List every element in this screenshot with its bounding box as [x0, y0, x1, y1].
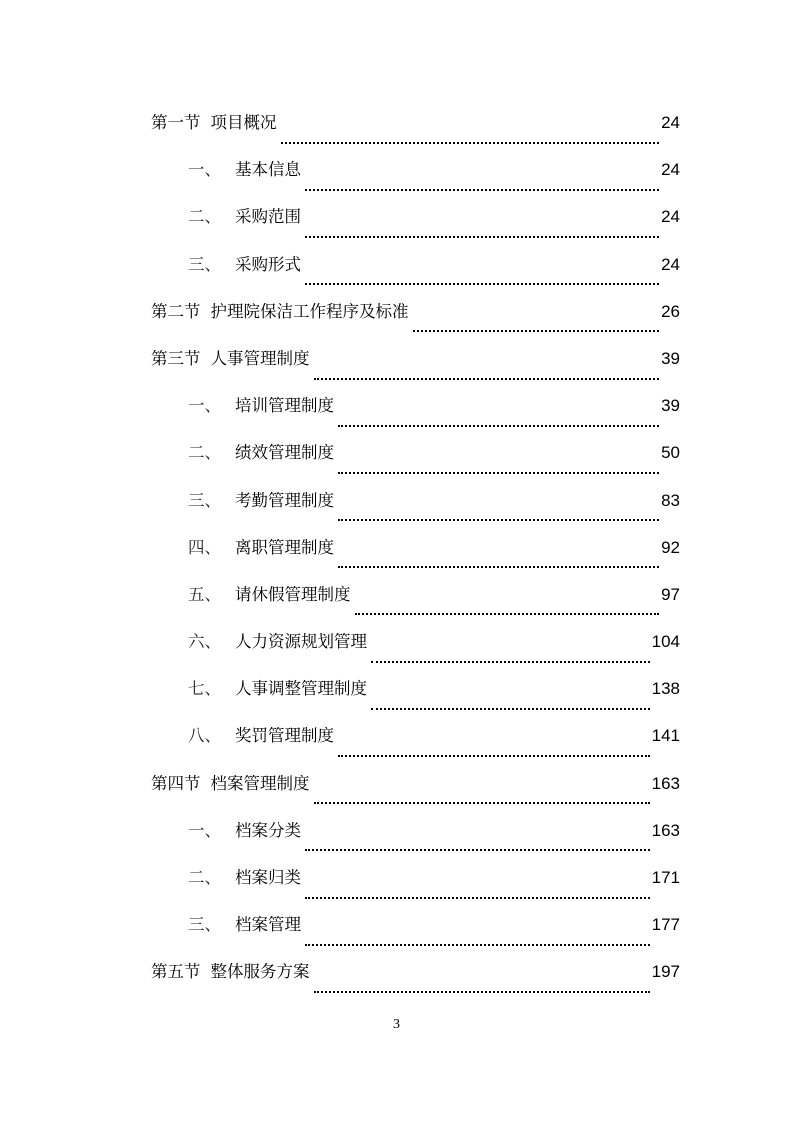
toc-entry[interactable] [151, 250, 680, 297]
toc-entry-page: 39 [661, 396, 680, 416]
toc-entry-title: 档案归类 [235, 868, 301, 887]
toc-entry-title: 档案管理制度 [210, 773, 310, 793]
page-number: 3 [393, 1017, 400, 1032]
toc-entry-prefix: 七、 [188, 679, 221, 699]
toc-entry[interactable] [151, 721, 680, 768]
dot-leader [281, 126, 660, 144]
toc-entry-page: 177 [651, 915, 680, 935]
dot-leader [305, 267, 659, 285]
table-of-contents [151, 108, 680, 1005]
dot-leader [305, 928, 650, 946]
dot-leader [338, 456, 659, 474]
toc-entry-prefix: 第三节 [151, 348, 201, 368]
toc-entry[interactable] [151, 816, 680, 863]
toc-entry-prefix: 三、 [188, 915, 221, 935]
toc-entry-title: 基本信息 [235, 160, 301, 180]
toc-entry-title: 项目概况 [210, 113, 277, 132]
toc-entry-title: 培训管理制度 [235, 396, 334, 416]
toc-entry-page: 24 [661, 254, 680, 274]
toc-entry-prefix: 一、 [188, 160, 221, 180]
dot-leader [371, 692, 650, 710]
dot-leader [305, 833, 650, 851]
toc-entry-prefix: 第五节 [151, 962, 201, 982]
dot-leader [314, 975, 650, 993]
toc-entry[interactable] [151, 108, 680, 155]
toc-entry-page: 24 [661, 207, 680, 227]
toc-entry[interactable] [151, 297, 680, 344]
toc-entry-prefix: 第一节 [151, 113, 201, 132]
toc-entry[interactable] [151, 202, 680, 249]
toc-entry-title: 档案管理 [235, 915, 301, 935]
dot-leader [371, 645, 650, 663]
toc-entry-page: 83 [661, 490, 680, 510]
toc-entry[interactable] [151, 769, 680, 816]
toc-entry-title: 采购范围 [235, 207, 301, 227]
toc-entry-title: 人力资源规划管理 [235, 632, 367, 652]
toc-entry-page: 92 [661, 537, 680, 557]
toc-entry[interactable] [151, 910, 680, 957]
dot-leader [314, 786, 650, 804]
toc-entry-prefix: 四、 [188, 537, 221, 557]
toc-entry-page: 163 [651, 820, 680, 840]
toc-entry-page: 138 [651, 679, 680, 699]
dot-leader [338, 503, 659, 521]
toc-entry-title: 请休假管理制度 [235, 584, 351, 604]
toc-entry-title: 护理院保洁工作程序及标准 [210, 301, 409, 321]
toc-entry-title: 考勤管理制度 [235, 490, 334, 510]
dot-leader [314, 362, 660, 380]
toc-entry-page: 26 [661, 301, 680, 321]
toc-entry-title: 奖罚管理制度 [235, 726, 334, 746]
dot-leader [305, 881, 650, 899]
dot-leader [305, 220, 659, 238]
toc-entry[interactable] [151, 674, 680, 721]
dot-leader [355, 597, 660, 615]
toc-entry-prefix: 第四节 [151, 773, 201, 793]
toc-entry-page: 97 [661, 584, 680, 604]
toc-entry-prefix: 二、 [188, 868, 221, 887]
toc-entry[interactable] [151, 863, 680, 910]
toc-entry-prefix: 第二节 [151, 301, 201, 321]
toc-entry[interactable] [151, 580, 680, 627]
toc-entry-title: 整体服务方案 [210, 962, 310, 982]
toc-entry-page: 39 [661, 348, 680, 368]
toc-entry-page: 50 [661, 443, 680, 463]
toc-entry-prefix: 二、 [188, 207, 221, 227]
toc-entry-title: 绩效管理制度 [235, 443, 334, 463]
dot-leader [305, 173, 659, 191]
toc-entry-title: 离职管理制度 [235, 537, 334, 557]
toc-entry-prefix: 一、 [188, 396, 221, 416]
dot-leader [338, 409, 659, 427]
toc-entry[interactable] [151, 957, 680, 1004]
dot-leader [413, 314, 660, 332]
dot-leader [338, 739, 650, 757]
toc-entry-page: 163 [651, 773, 680, 793]
toc-entry-title: 档案分类 [235, 820, 301, 840]
toc-entry-page: 141 [651, 726, 680, 746]
toc-entry-prefix: 二、 [188, 443, 221, 463]
toc-entry-prefix: 一、 [188, 820, 221, 840]
toc-entry[interactable] [151, 486, 680, 533]
toc-entry[interactable] [151, 344, 680, 391]
toc-entry-page: 171 [651, 868, 680, 887]
toc-entry[interactable] [151, 391, 680, 438]
toc-entry-prefix: 五、 [188, 584, 221, 604]
dot-leader [338, 550, 659, 568]
toc-entry-page: 104 [651, 632, 680, 652]
toc-entry[interactable] [151, 438, 680, 485]
toc-entry-title: 人事管理制度 [210, 348, 310, 368]
toc-entry-page: 24 [661, 160, 680, 180]
toc-entry-title: 人事调整管理制度 [235, 679, 367, 699]
toc-entry-prefix: 六、 [188, 632, 221, 652]
toc-entry[interactable] [151, 533, 680, 580]
toc-entry[interactable] [151, 155, 680, 202]
toc-entry-prefix: 三、 [188, 490, 221, 510]
toc-entry-page: 197 [651, 962, 680, 982]
toc-entry-title: 采购形式 [235, 254, 301, 274]
toc-entry[interactable] [151, 627, 680, 674]
toc-entry-prefix: 三、 [188, 254, 221, 274]
toc-entry-prefix: 八、 [188, 726, 221, 746]
toc-entry-page: 24 [661, 113, 680, 132]
